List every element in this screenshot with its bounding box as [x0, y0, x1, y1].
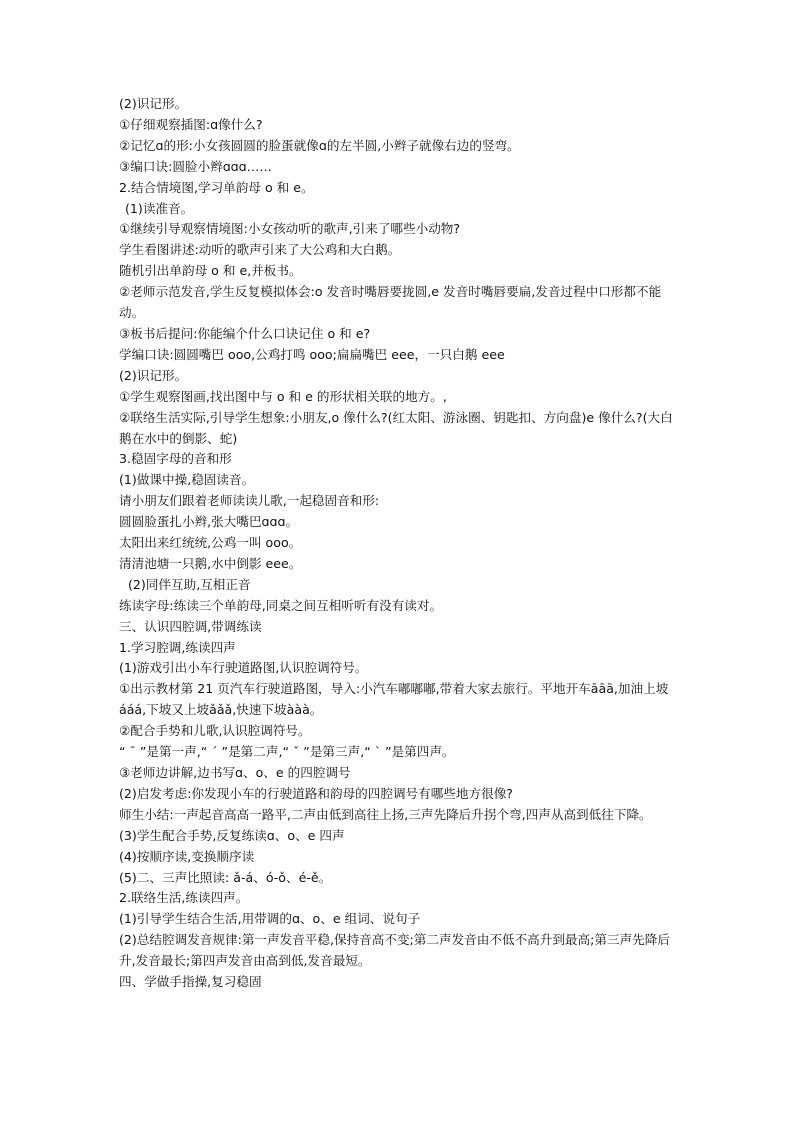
- text-line: ③老师边讲解,边书写ɑ、o、e 的四腔调号: [119, 765, 351, 780]
- text-line: (5)二、三声比照读: ǎ-á、ó-ǒ、é-ě。: [119, 869, 332, 885]
- text-line: (2)启发考虑:你发现小车的行驶道路和韵母的四腔调号有哪些地方很像?: [119, 785, 513, 801]
- text-line: 练读字母:练读三个单韵母,同桌之间互相听听有没有读对。: [119, 597, 443, 613]
- text-line: (1)引导学生结合生活,用带调的ɑ、o、e 组词、说句子: [119, 911, 421, 927]
- text-line: ②记忆ɑ的形:小女孩圆圆的脸蛋就像ɑ的左半圆,小辫子就像右边的竖弯。: [119, 137, 520, 153]
- text-line: 随机引出单韵母 o 和 e,并板书。: [119, 263, 302, 279]
- text-line: 请小朋友们跟着老师读读儿歌,一起稳固音和形:: [119, 493, 380, 509]
- text-line: “ ˉ ”是第一声,“ ˊ ”是第二声,“ ˇ ”是第三声,“ ˋ ”是第四声。: [119, 744, 455, 760]
- text-line: ②联络生活实际,引导学生想象:小朋友,o 像什么?(红太阳、游泳圈、钥匙扣、方向盘)e 像什么?(大白鹅在水中的倒影、蛇): [119, 409, 673, 446]
- text-line: (2)总结腔调发音规律:第一声发音平稳,保持音高不变;第二声发音由不低不高升到最高;第三声先降后升,发音最长;第四声发音由高到低,发音最短。: [119, 932, 670, 969]
- text-line: (2)识记形。: [119, 96, 188, 111]
- section-heading: 四、学做手指操,复习稳固: [119, 974, 262, 990]
- text-line: ①学生观察图画,找出图中与 o 和 e 的形状相关联的地方。,: [119, 388, 447, 404]
- text-line: 学生看图讲述:动听的歌声引来了大公鸡和大白鹅。: [119, 242, 401, 258]
- text-line: 1.学习腔调,练读四声: [119, 639, 236, 655]
- document-page: [119, 94, 679, 993]
- text-line: 太阳出来红统统,公鸡一叫 ooo。: [119, 535, 302, 551]
- text-line: (2)同伴互助,互相正音: [128, 576, 251, 592]
- text-line: 圆圆脸蛋扎小辫,张大嘴巴ɑɑɑ。: [119, 514, 299, 530]
- text-line: ①继续引导观察情境图:小女孩动听的歌声,引来了哪些小动物?: [119, 221, 461, 237]
- text-line: (4)按顺序读,变换顺序读: [119, 848, 255, 864]
- text-line: 清清池塘一只鹅,水中倒影 eee。: [119, 555, 302, 571]
- text-line: (1)读准音。: [125, 200, 194, 216]
- text-line: 2.结合情境图,学习单韵母 o 和 e。: [119, 179, 314, 195]
- text-line: (1)游戏引出小车行驶道路图,认识腔调符号。: [119, 660, 368, 676]
- text-line: 2.联络生活,练读四声。: [119, 890, 249, 906]
- text-line: (2)识记形。: [119, 367, 188, 383]
- text-line: (3)学生配合手势,反复练读ɑ、o、e 四声: [119, 827, 345, 843]
- text-line: ②配合手势和儿歌,认识腔调符号。: [119, 723, 311, 739]
- text-line: ②老师示范发音,学生反复模拟体会:o 发音时嘴唇要拢圆,e 发音时嘴唇要扁,发音过程中口形都不能动。: [119, 284, 662, 321]
- section-heading: 三、认识四腔调,带调练读: [119, 618, 262, 634]
- text-line: 3.稳固字母的音和形: [119, 451, 232, 467]
- text-line: 学编口诀:圆圆嘴巴 ooo,公鸡打鸣 ooo;扁扁嘴巴 eee，一只白鹅 eee: [119, 346, 505, 362]
- text-line: ③板书后提问:你能编个什么口诀记住 o 和 e?: [119, 325, 371, 341]
- text-line: ①仔细观察插图:ɑ像什么?: [119, 116, 263, 132]
- text-line: 师生小结:一声起音高高一路平,二声由低到高往上扬,三声先降后升拐个弯,四声从高到低往下降。: [119, 806, 652, 822]
- text-line: (1)做课中操,稳固读音。: [119, 472, 255, 488]
- text-line: ③编口诀:圆脸小辫ɑɑɑ……: [119, 158, 272, 174]
- text-line: ①出示教材第 21 页汽车行驶道路图，导入:小汽车嘟嘟嘟,带着大家去旅行。平地开车āāā,加油上坡ááá,下坡又上坡ǎǎǎ,快速下坡ààà。: [119, 681, 669, 718]
